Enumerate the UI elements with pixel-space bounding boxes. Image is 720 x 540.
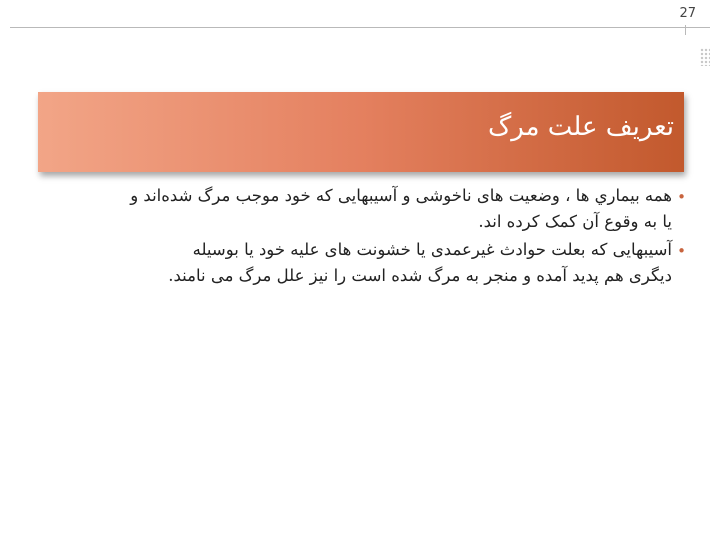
bullet-item bbox=[50, 237, 686, 289]
bullet-line: يا به وقوع آن كمک كرده اند. bbox=[478, 212, 672, 231]
decorative-dots bbox=[700, 48, 710, 66]
slide-content bbox=[50, 183, 686, 291]
slide-number: 27 bbox=[679, 6, 696, 21]
bullet-line: همه بيماري ها ، وضعيت های ناخوشی و آسيبهايی كه خود موجب مرگ شده‌اند و bbox=[130, 186, 672, 205]
header-rule bbox=[10, 27, 710, 28]
bullet-item bbox=[50, 183, 686, 235]
slide-title: تعریف علت مرگ bbox=[488, 112, 674, 142]
bullet-line: آسیبهایی که بعلت حوادث غیرعمدی یا خشونت های علیه خود یا بوسیله bbox=[192, 240, 672, 259]
header-rule-accent bbox=[685, 25, 710, 35]
bullet-icon: • bbox=[677, 188, 686, 206]
bullet-icon: • bbox=[677, 242, 686, 260]
title-bar bbox=[38, 92, 684, 172]
bullet-line: دیگری هم پدید آمده و منجر به مرگ شده است را نیز علل مرگ می نامند. bbox=[168, 266, 672, 285]
